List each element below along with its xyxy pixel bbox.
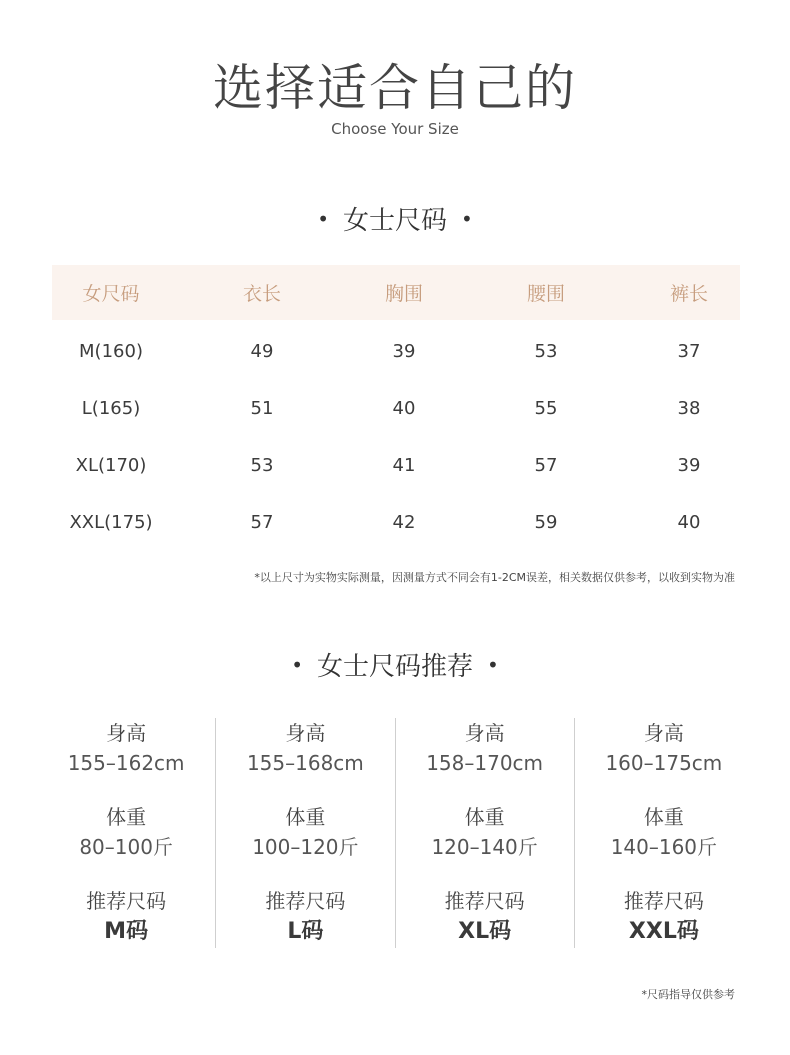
height-value: 158–170cm [426, 751, 544, 775]
recommend-heading [0, 646, 790, 683]
page-title: 选择适合自己的 [213, 59, 577, 117]
size-label: 推荐尺码 [265, 889, 346, 913]
page-subtitle: Choose Your Size [331, 120, 459, 138]
recommend-column [574, 718, 753, 948]
table-cell: XL(170) [75, 455, 147, 476]
height-label: 身高 [643, 721, 684, 745]
table-row [52, 380, 740, 437]
weight-label: 体重 [464, 805, 505, 829]
weight-label: 体重 [285, 805, 326, 829]
weight-value: 120–140斤 [431, 835, 538, 859]
table-row [52, 323, 740, 380]
table-cell: 40 [392, 398, 416, 419]
size-label: 推荐尺码 [444, 889, 525, 913]
table-cell: 57 [534, 455, 558, 476]
table-row [52, 437, 740, 494]
recommend-column [37, 718, 215, 948]
column-header: 腰围 [526, 283, 565, 305]
table-cell: 55 [534, 398, 558, 419]
size-label: 推荐尺码 [86, 889, 167, 913]
recommend-title: 女士尺码推荐 [316, 652, 473, 682]
size-table [52, 265, 740, 551]
table-cell: 38 [677, 398, 701, 419]
column-header: 女尺码 [82, 283, 140, 305]
column-header: 胸围 [384, 283, 423, 305]
weight-value: 80–100斤 [79, 835, 173, 859]
recommend-column [395, 718, 574, 948]
weight-label: 体重 [106, 805, 147, 829]
table-cell: 42 [392, 512, 416, 533]
table-cell: 41 [392, 455, 416, 476]
weight-value: 100–120斤 [252, 835, 359, 859]
table-cell: 39 [392, 341, 416, 362]
measurement-note: *以上尺寸为实物实际测量，因测量方式不同会有1-2CM误差，相关数据仅供参考，以收到实物为准 [254, 571, 735, 584]
table-cell: XXL(175) [69, 512, 153, 533]
table-header [52, 265, 740, 320]
size-label: 推荐尺码 [623, 889, 704, 913]
table-cell: 39 [677, 455, 701, 476]
guide-note: *尺码指导仅供参考 [641, 988, 735, 1001]
column-header: 裤长 [669, 283, 708, 305]
height-value: 155–162cm [67, 751, 185, 775]
size-chart-heading [0, 200, 790, 237]
size-value: XL码 [458, 919, 512, 944]
table-cell: 51 [250, 398, 274, 419]
table-cell: 40 [677, 512, 701, 533]
table-row [52, 494, 740, 551]
recommend-column [215, 718, 394, 948]
height-value: 155–168cm [246, 751, 364, 775]
table-cell: 53 [250, 455, 274, 476]
bullet-dot-left: • [291, 653, 303, 677]
bullet-dot-left: • [317, 207, 329, 231]
height-value: 160–175cm [605, 751, 723, 775]
column-header: 衣长 [242, 283, 281, 305]
table-cell: L(165) [81, 398, 141, 419]
weight-value: 140–160斤 [610, 835, 718, 859]
bullet-dot-right: • [461, 207, 473, 231]
table-cell: 59 [534, 512, 558, 533]
table-cell: 53 [534, 341, 558, 362]
size-value: L码 [287, 919, 324, 944]
table-cell: M(160) [79, 341, 143, 362]
size-value: XXL码 [628, 919, 699, 944]
bullet-dot-right: • [487, 653, 499, 677]
size-value: M码 [104, 919, 149, 944]
recommend-grid [37, 718, 753, 948]
height-label: 身高 [106, 721, 147, 745]
height-label: 身高 [464, 721, 505, 745]
table-cell: 49 [250, 341, 274, 362]
table-cell: 57 [250, 512, 274, 533]
weight-label: 体重 [643, 805, 684, 829]
size-chart-title: 女士尺码 [342, 206, 447, 236]
table-cell: 37 [677, 341, 701, 362]
height-label: 身高 [285, 721, 326, 745]
